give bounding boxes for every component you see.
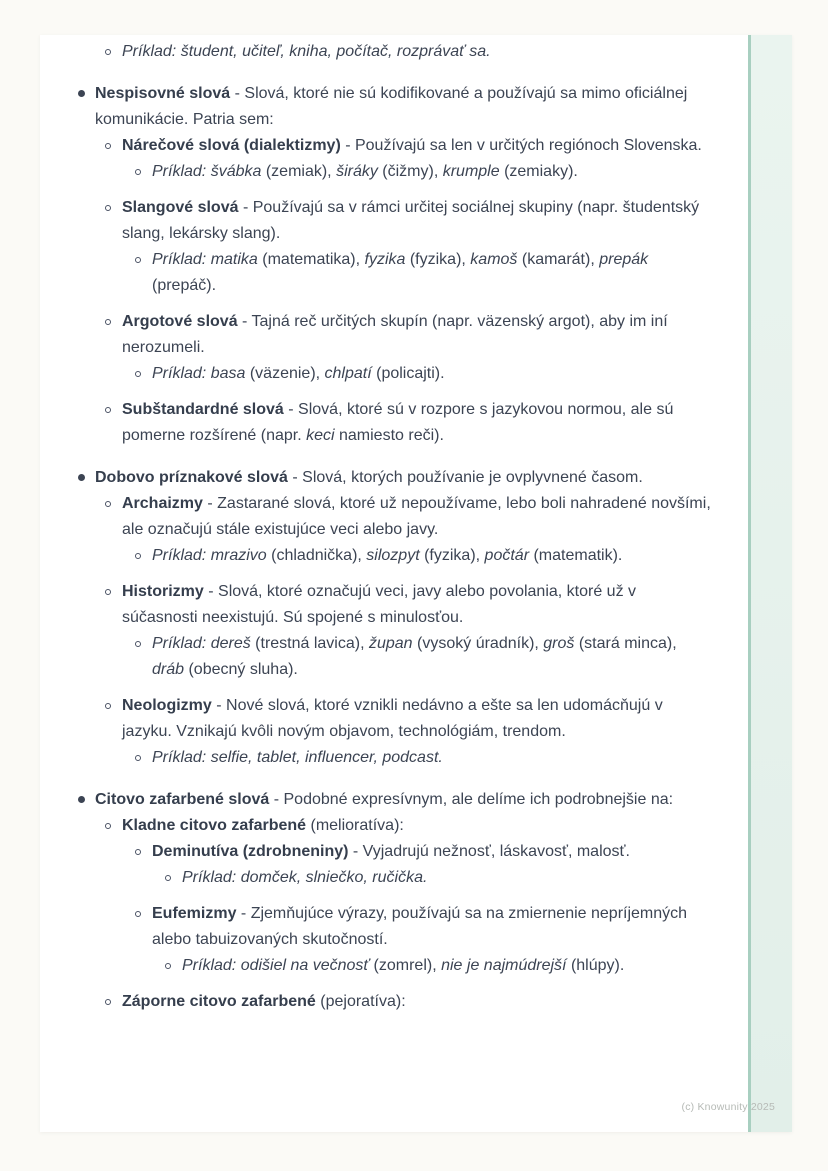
list-item-text: Eufemizmy - Zjemňujúce výrazy, používajú sa na zmiernenie nepríjemných alebo tabuizovaných skutočností.	[152, 905, 688, 948]
circle-bullet-icon	[105, 49, 111, 55]
circle-bullet-icon	[135, 257, 141, 263]
list-item	[40, 631, 712, 683]
list-item	[40, 901, 712, 953]
list-item-text: Príklad: basa (väzenie), chlpatí (policajti).	[152, 365, 445, 382]
list-item	[40, 813, 712, 839]
list-item	[40, 81, 712, 133]
list-item-text: Slangové slová - Používajú sa v rámci určitej sociálnej skupiny (napr. študentský slang, lekársky slang).	[122, 199, 700, 242]
circle-bullet-icon	[105, 407, 111, 413]
list-item-text: Deminutíva (zdrobneniny) - Vyjadrujú nežnosť, láskavosť, malosť.	[152, 843, 630, 860]
accent-bar	[748, 35, 792, 1132]
list-item	[40, 465, 712, 491]
list-item-text: Archaizmy - Zastarané slová, ktoré už nepoužívame, lebo boli nahradené novšími, ale označujú stále existujúce veci alebo javy.	[122, 495, 711, 538]
disc-bullet-icon	[78, 474, 85, 481]
circle-bullet-icon	[105, 205, 111, 211]
list-item-text: Nárečové slová (dialektizmy) - Používajú sa len v určitých regiónoch Slovenska.	[122, 137, 702, 154]
list-item	[40, 839, 712, 865]
list-item	[40, 787, 712, 813]
list-item	[40, 693, 712, 745]
list-item-text: Neologizmy - Nové slová, ktoré vznikli nedávno a ešte sa len udomácňujú v jazyku. Vznikajú kvôli novým objavom, technológiám, trendom.	[122, 697, 663, 740]
list-item	[40, 39, 712, 65]
list-item-text: Argotové slová - Tajná reč určitých skupín (napr. väzenský argot), aby im iní nerozumeli.	[122, 313, 668, 356]
disc-bullet-icon	[78, 796, 85, 803]
circle-bullet-icon	[105, 999, 111, 1005]
circle-bullet-icon	[135, 371, 141, 377]
circle-bullet-icon	[165, 963, 171, 969]
circle-bullet-icon	[135, 169, 141, 175]
list-item-text: Príklad: študent, učiteľ, kniha, počítač, rozprávať sa.	[122, 43, 491, 60]
list-item-text: Príklad: odišiel na večnosť (zomrel), nie je najmúdrejší (hlúpy).	[182, 957, 625, 974]
list-item	[40, 543, 712, 569]
list-item	[40, 361, 712, 387]
list-item-text: Historizmy - Slová, ktoré označujú veci, javy alebo povolania, ktoré už v súčasnosti neexistujú. Sú spojené s minulosťou.	[122, 583, 637, 626]
circle-bullet-icon	[105, 703, 111, 709]
list-item	[40, 133, 712, 159]
list-item	[40, 397, 712, 449]
list-item-text: Citovo zafarbené slová - Podobné expresívnym, ale delíme ich podrobnejšie na:	[95, 791, 674, 808]
list-item-text: Záporne citovo zafarbené (pejoratíva):	[122, 993, 406, 1010]
list-item-text: Príklad: mrazivo (chladnička), silozpyt (fyzika), počtár (matematik).	[152, 547, 623, 564]
list-item	[40, 491, 712, 543]
list-item	[40, 865, 712, 891]
content-card	[40, 35, 792, 1132]
circle-bullet-icon	[135, 553, 141, 559]
circle-bullet-icon	[135, 911, 141, 917]
circle-bullet-icon	[105, 143, 111, 149]
circle-bullet-icon	[105, 319, 111, 325]
list-item	[40, 159, 712, 185]
footer-copyright: (c) Knowunity 2025	[681, 1101, 775, 1113]
circle-bullet-icon	[165, 875, 171, 881]
circle-bullet-icon	[135, 641, 141, 647]
list-item-text: Príklad: dereš (trestná lavica), župan (vysoký úradník), groš (stará minca), dráb (obecný sluha).	[152, 635, 677, 678]
list-item	[40, 953, 712, 979]
list-item-text: Kladne citovo zafarbené (melioratíva):	[122, 817, 404, 834]
circle-bullet-icon	[135, 849, 141, 855]
circle-bullet-icon	[135, 755, 141, 761]
list-item	[40, 247, 712, 299]
notes-list	[40, 35, 792, 1015]
circle-bullet-icon	[105, 589, 111, 595]
list-item-text: Nespisovné slová - Slová, ktoré nie sú kodifikované a používajú sa mimo oficiálnej komunikácie. Patria sem:	[95, 85, 688, 128]
disc-bullet-icon	[78, 90, 85, 97]
circle-bullet-icon	[105, 501, 111, 507]
list-item-text: Subštandardné slová - Slová, ktoré sú v rozpore s jazykovou normou, ale sú pomerne rozšírené (napr. keci namiesto reči).	[122, 401, 674, 444]
list-item-text: Dobovo príznakové slová - Slová, ktorých používanie je ovplyvnené časom.	[95, 469, 643, 486]
circle-bullet-icon	[105, 823, 111, 829]
list-item	[40, 989, 712, 1015]
list-item-text: Príklad: matika (matematika), fyzika (fyzika), kamoš (kamarát), prepák (prepáč).	[152, 251, 649, 294]
list-item	[40, 195, 712, 247]
list-item	[40, 579, 712, 631]
list-item-text: Príklad: selfie, tablet, influencer, podcast.	[152, 749, 443, 766]
list-item-text: Príklad: švábka (zemiak), širáky (čižmy), krumple (zemiaky).	[152, 163, 578, 180]
list-item	[40, 745, 712, 771]
list-item	[40, 309, 712, 361]
list-item-text: Príklad: domček, slniečko, ručička.	[182, 869, 428, 886]
